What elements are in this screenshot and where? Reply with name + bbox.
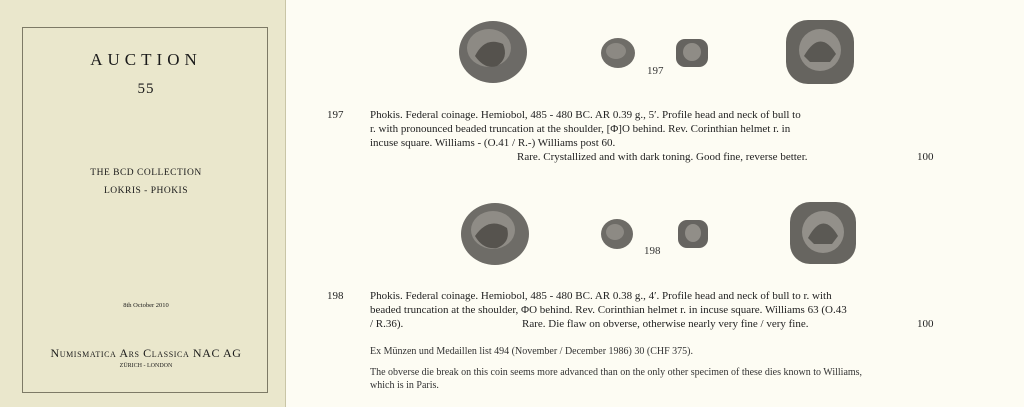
coin-198-reverse-image <box>677 219 709 249</box>
cover-region: LOKRIS - PHOKIS <box>103 186 189 196</box>
lot-description <box>370 108 945 150</box>
coin-198-reverse-large-image <box>788 200 858 266</box>
cover-auction-number: 55 <box>137 81 155 97</box>
lot-description <box>370 289 945 317</box>
cover-collection: THE BCD COLLECTION <box>90 168 202 178</box>
coin-plate-197 <box>287 10 1024 90</box>
cover-publisher: Numismatica Ars Classica NAC AG <box>50 346 242 360</box>
lot-note-line: which is in Paris. <box>370 380 439 391</box>
cover-date: 8th October 2010 <box>123 302 169 309</box>
lot-description-line: incuse square. Williams - (O.41 / R.-) Williams post 60. <box>370 137 616 149</box>
lot-price: 100 <box>917 151 934 163</box>
lot-price: 100 <box>917 318 934 330</box>
catalogue-page <box>287 0 1024 407</box>
coin-197-reverse-large-image <box>784 18 856 86</box>
catalogue-cover <box>0 0 286 407</box>
lot-number: 198 <box>327 290 344 302</box>
lot-reference: / R.36). <box>370 318 404 330</box>
coin-198-obverse-image <box>600 218 634 250</box>
cover-cities: ZÜRICH - LONDON <box>119 363 173 369</box>
lot-description-line: r. with pronounced beaded truncation at the shoulder, [Φ]O behind. Rev. Corinthian helmet r. in <box>370 123 791 135</box>
coin-plate-198 <box>287 192 1024 272</box>
lot-description-line: Phokis. Federal coinage. Hemiobol, 485 - 480 BC. AR 0.39 g., 5′. Profile head and neck of bull to <box>370 109 801 121</box>
plate-label: 198 <box>644 245 661 257</box>
coin-197-obverse-image <box>600 37 636 69</box>
lot-grade: Rare. Crystallized and with dark toning. Good fine, reverse better. <box>517 151 808 163</box>
coin-197-reverse-image <box>675 38 709 68</box>
lot-note <box>370 366 950 392</box>
lot-description-line: Phokis. Federal coinage. Hemiobol, 485 - 480 BC. AR 0.38 g., 4′. Profile head and neck of bull to r. with <box>370 290 832 302</box>
lot-description-line: beaded truncation at the shoulder, ΦO behind. Rev. Corinthian helmet r. in incuse square. Williams 63 (O.43 <box>370 304 847 316</box>
coin-198-obverse-large-image <box>459 200 531 268</box>
lot-grade: Rare. Die flaw on obverse, otherwise nearly very fine / very fine. <box>522 318 809 330</box>
lot-provenance: Ex Münzen und Medaillen list 494 (November / December 1986) 30 (CHF 375). <box>370 346 693 357</box>
lot-number: 197 <box>327 109 344 121</box>
lot-note-line: The obverse die break on this coin seems more advanced than on the only other specimen of these dies known to Williams, <box>370 367 863 378</box>
coin-197-obverse-large-image <box>457 18 529 86</box>
cover-title: AUCTION <box>90 50 202 69</box>
cover-frame <box>22 27 268 393</box>
plate-label: 197 <box>647 65 664 77</box>
